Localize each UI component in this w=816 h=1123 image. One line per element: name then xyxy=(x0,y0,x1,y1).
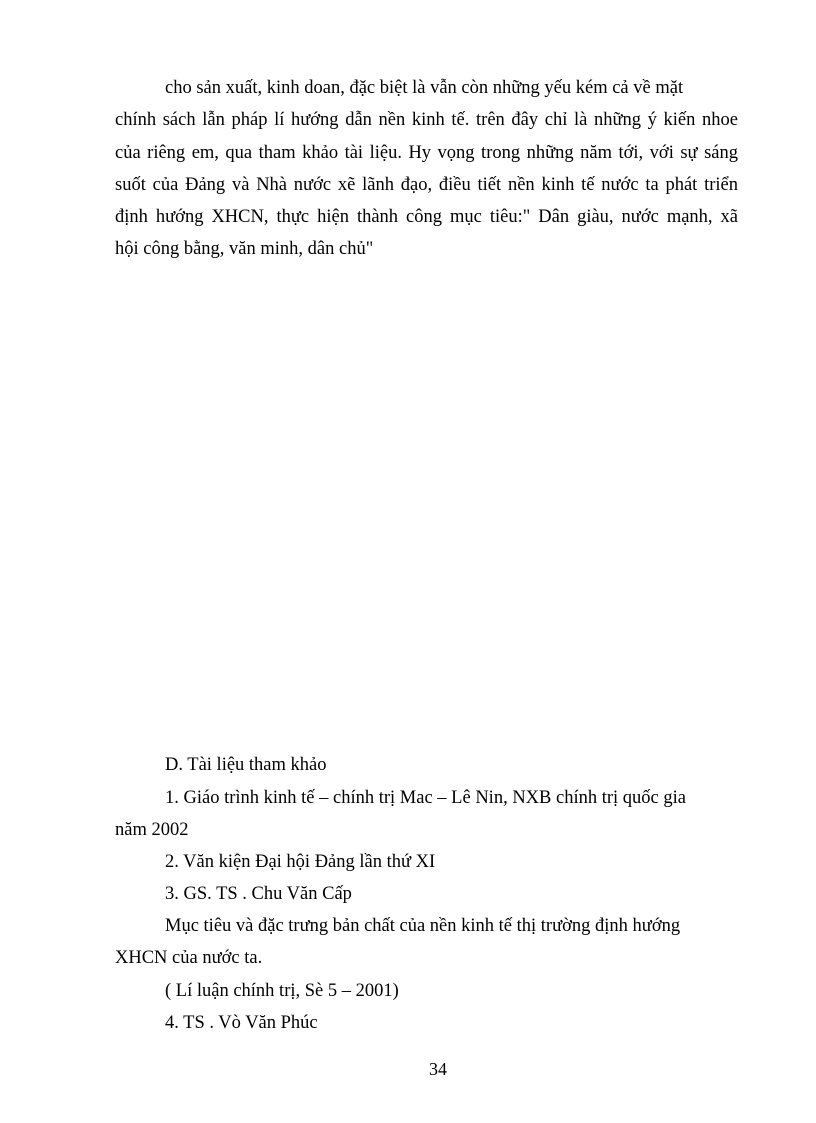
paragraph-line-5: định hướng XHCN, thực hiện thành công mục tiêu:" Dân giàu, nước mạnh, xã xyxy=(115,207,738,227)
paragraph-line-6: hội công bằng, văn minh, dân chủ" xyxy=(115,239,374,259)
reference-1-line-1: 1. Giáo trình kinh tế – chính trị Mac – Lê Nin, NXB chính trị quốc gia xyxy=(165,788,686,808)
reference-3-source: ( Lí luận chính trị, Sè 5 – 2001) xyxy=(165,981,399,1001)
paragraph-line-1: cho sản xuất, kinh doan, đặc biệt là vẫn còn những yếu kém cả về mặt xyxy=(165,78,684,98)
paragraph-line-3: của riêng em, qua tham khảo tài liệu. Hy vọng trong những năm tới, với sự sáng xyxy=(115,143,738,163)
reference-3-title-line-1: Mục tiêu và đặc trưng bản chất của nền kinh tế thị trường định hướng xyxy=(165,916,681,936)
reference-3-author: 3. GS. TS . Chu Văn Cấp xyxy=(165,884,352,904)
references-heading: D. Tài liệu tham khảo xyxy=(165,755,327,775)
paragraph-line-4: suốt của Đảng và Nhà nước xẽ lãnh đạo, điều tiết nền kinh tế nước ta phát triển xyxy=(115,175,738,195)
reference-3-title-line-2: XHCN của nước ta. xyxy=(115,948,263,968)
reference-1-line-2: năm 2002 xyxy=(115,820,189,840)
reference-2: 2. Văn kiện Đại hội Đảng lần thứ XI xyxy=(165,852,436,872)
reference-4: 4. TS . Vò Văn Phúc xyxy=(165,1013,318,1033)
paragraph-line-2: chính sách lẫn pháp lí hướng dẫn nền kinh tế. trên đây chỉ là những ý kiến nhoe xyxy=(115,110,738,130)
page-number: 34 xyxy=(429,1059,447,1079)
